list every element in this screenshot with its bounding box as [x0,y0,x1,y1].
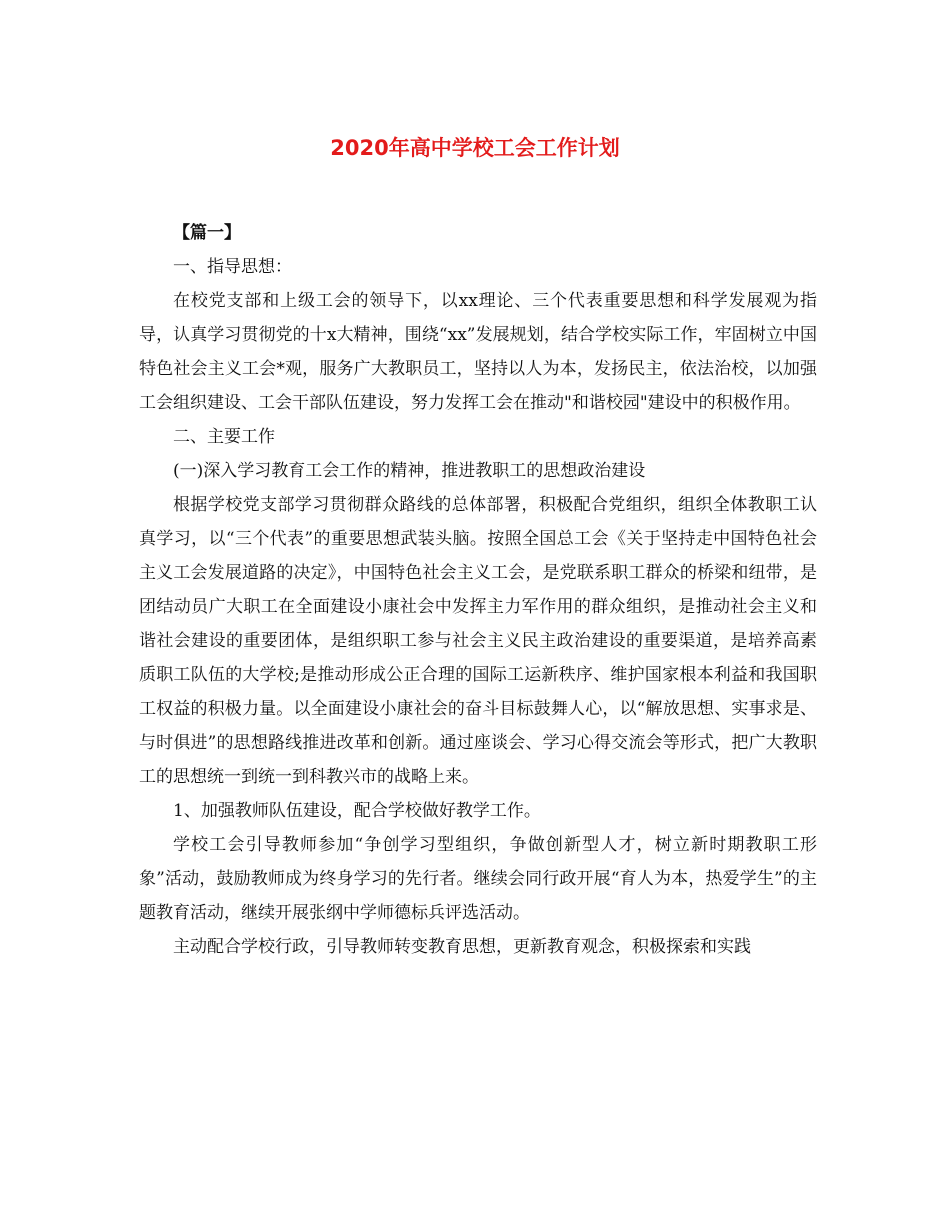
document-body [139,216,817,964]
subheading-teacher-team: 1、加强教师队伍建设，配合学校做好教学工作。 [173,801,541,821]
paragraph-guiding-thought: 在校党支部和上级工会的领导下，以xx理论、三个代表重要思想和科学发展观为指导，认真学习贯彻党的十x大精神，围绕“xx”发展规划，结合学校实际工作，牢固树立中国特色社会主义工会*观，服务广大教职员工，坚持以人为本，发扬民主，依法治校，以加强工会组织建设、工会干部队伍建设，努力发挥工会在推动"和谐校园"建设中的积极作用。 [139,291,817,413]
heading-guiding-thought: 一、指导思想： [173,257,292,277]
paragraph-teacher-team: 学校工会引导教师参加“争创学习型组织，争做创新型人才，树立新时期教职工形象”活动，鼓励教师成为终身学习的先行者。继续会同行政开展“育人为本，热爱学生”的主题教育活动，继续开展张纲中学师德标兵评选活动。 [139,835,817,923]
subheading-political-building: (一)深入学习教育工会工作的精神，推进教职工的思想政治建设 [173,461,646,481]
heading-main-work: 二、主要工作 [173,427,275,447]
paragraph-political-building: 根据学校党支部学习贯彻群众路线的总体部署，积极配合党组织，组织全体教职工认真学习，以“三个代表”的重要思想武装头脑。按照全国总工会《关于坚持走中国特色社会主义工会发展道路的决定》，中国特色社会主义工会，是党联系职工群众的桥梁和纽带，是团结动员广大职工在全面建设小康社会中发挥主力军作用的群众组织，是推动社会主义和谐社会建设的重要团体，是组织职工参与社会主义民主政治建设的重要渠道，是培养高素质职工队伍的大学校;是推动形成公正合理的国际工运新秩序、维护国家根本利益和我国职工权益的积极力量。以全面建设小康社会的奋斗目标鼓舞人心，以“解放思想、实事求是、与时俱进”的思想路线推进改革和创新。通过座谈会、学习心得交流会等形式，把广大教职工的思想统一到统一到科教兴市的战略上来。 [139,495,817,787]
document-title: 2020年高中学校工会工作计划 [330,136,620,160]
section-label: 【篇一】 [173,223,241,243]
paragraph-cooperate-admin: 主动配合学校行政，引导教师转变教育思想，更新教育观念，积极探索和实践 [173,937,751,957]
